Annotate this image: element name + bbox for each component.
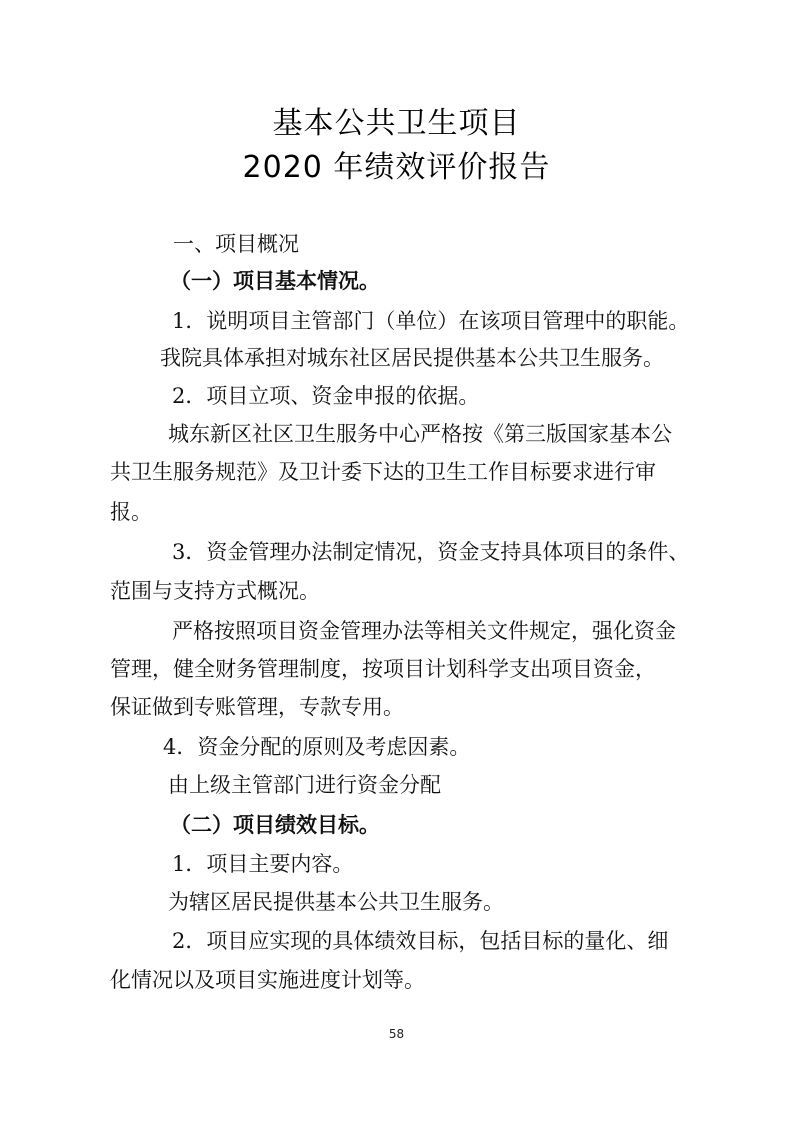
goal-answer-1: 为辖区居民提供基本公共卫生服务。 (168, 890, 504, 914)
page-number: 58 (388, 1027, 405, 1041)
answer-2-line1: 城东新区社区卫生服务中心严格按《第三版国家基本公 (168, 422, 672, 446)
question-3-line2: 范围与支持方式概况。 (110, 579, 320, 603)
section-heading-overview: 一、项目概况 (173, 232, 299, 256)
subsection-heading-performance-goals: （二）项目绩效目标。 (170, 813, 380, 837)
answer-4: 由上级主管部门进行资金分配 (168, 773, 441, 797)
goal-question-2-line1: 2．项目应实现的具体绩效目标，包括目标的量化、细 (172, 929, 669, 953)
goal-question-2-line2: 化情况以及项目实施进度计划等。 (110, 968, 425, 992)
answer-1: 我院具体承担对城东社区居民提供基本公共卫生服务。 (160, 346, 664, 370)
report-title-line2: 2020 年绩效评价报告 (242, 150, 551, 185)
report-title-line1: 基本公共卫生项目 (272, 106, 521, 141)
answer-3-line3: 保证做到专账管理，专款专用。 (110, 695, 404, 719)
question-2: 2．项目立项、资金申报的依据。 (172, 384, 480, 408)
question-1: 1．说明项目主管部门（单位）在该项目管理中的职能。 (172, 309, 690, 333)
answer-3-line2: 管理，健全财务管理制度，按项目计划科学支出项目资金， (110, 657, 656, 681)
question-4: 4．资金分配的原则及考虑因素。 (163, 735, 471, 759)
question-3-line1: 3．资金管理办法制定情况，资金支持具体项目的条件、 (172, 540, 690, 564)
answer-3-line1: 严格按照项目资金管理办法等相关文件规定，强化资金 (172, 619, 676, 643)
answer-2-line2: 共卫生服务规范》及卫计委下达的卫生工作目标要求进行审 (110, 460, 656, 484)
goal-question-1: 1．项目主要内容。 (172, 852, 354, 876)
answer-2-line3: 报。 (110, 500, 152, 524)
subsection-heading-basic-info: （一）项目基本情况。 (170, 269, 380, 293)
